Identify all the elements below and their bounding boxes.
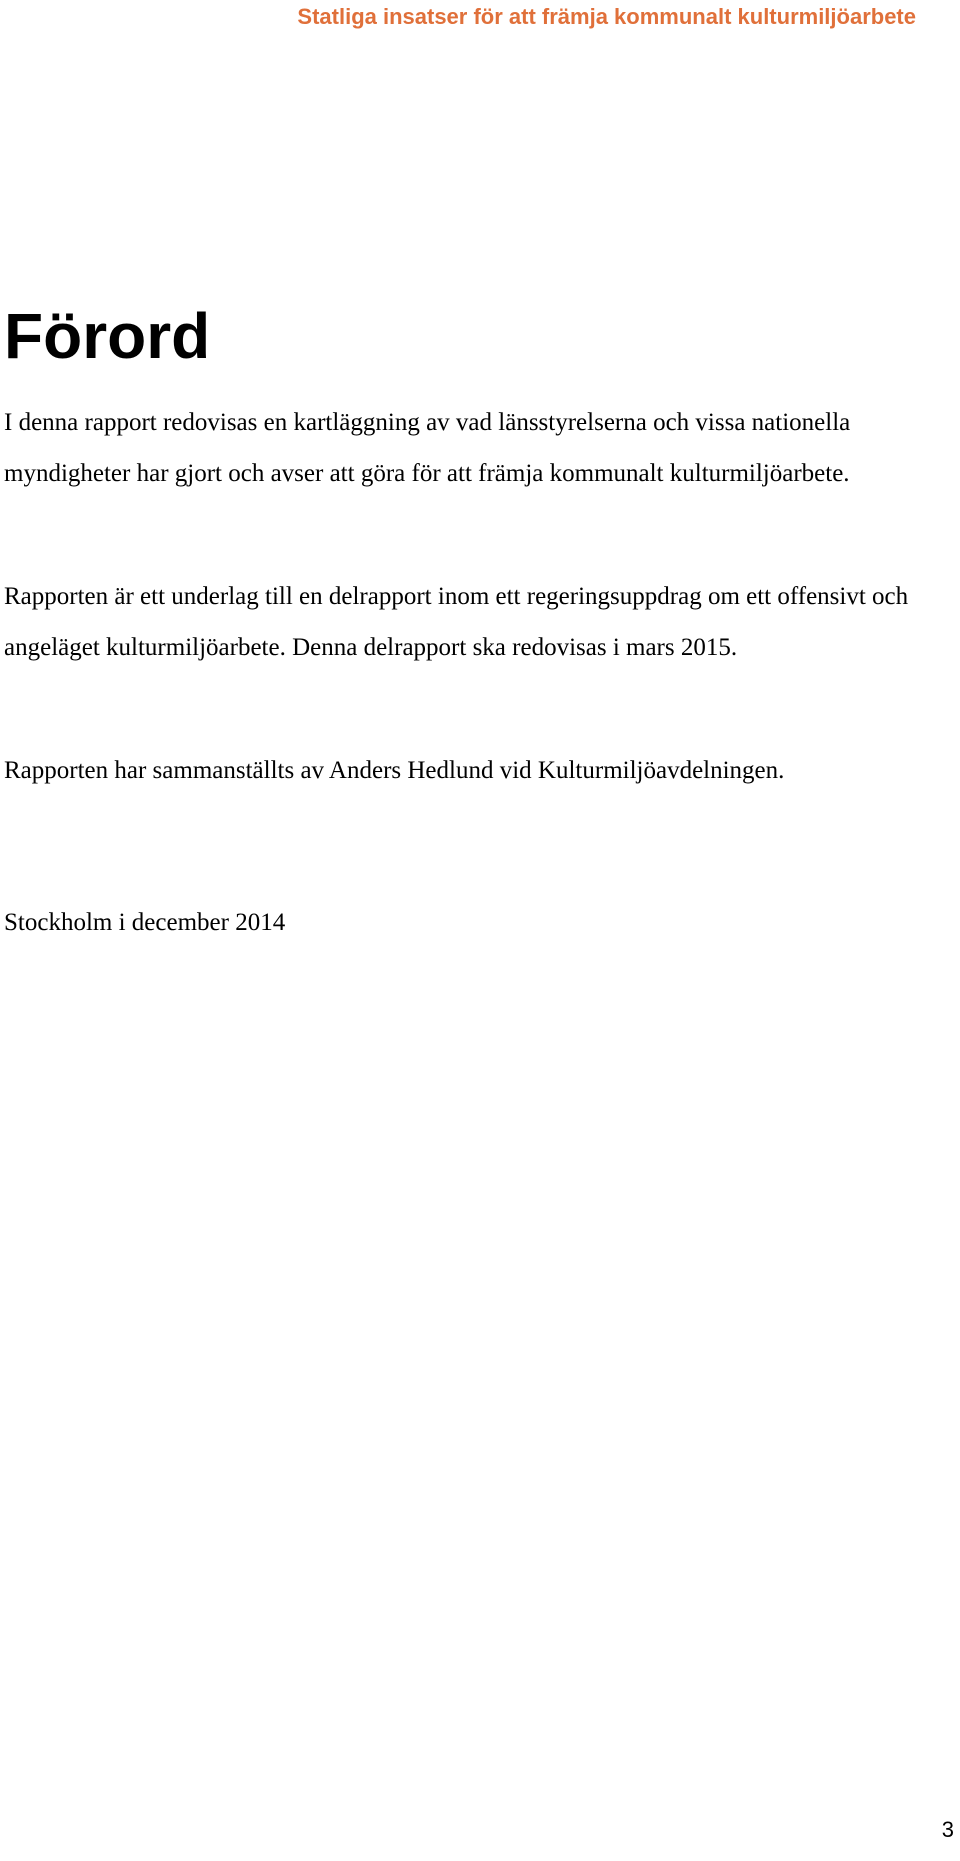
page-number: 3 [941,1817,954,1842]
running-header-title: Statliga insatser för att främja kommunalt kulturmiljöarbete [297,4,916,29]
paragraph-background: Rapporten är ett underlag till en delrapport inom ett regeringsuppdrag om ett offensivt och angeläget kulturmiljöarbete. Denna delrapport ska redovisas i mars 2015. [4,583,909,661]
paragraph-intro: I denna rapport redovisas en kartläggning av vad länsstyrelserna och vissa nationella myndigheter har gjort och avser att göra för att främja kommunalt kulturmiljöarbete. [4,409,851,487]
place-date: Stockholm i december 2014 [4,909,286,936]
paragraph-author: Rapporten har sammanställts av Anders Hedlund vid Kulturmiljöavdelningen. [4,757,785,784]
page-title: Förord [4,300,211,372]
